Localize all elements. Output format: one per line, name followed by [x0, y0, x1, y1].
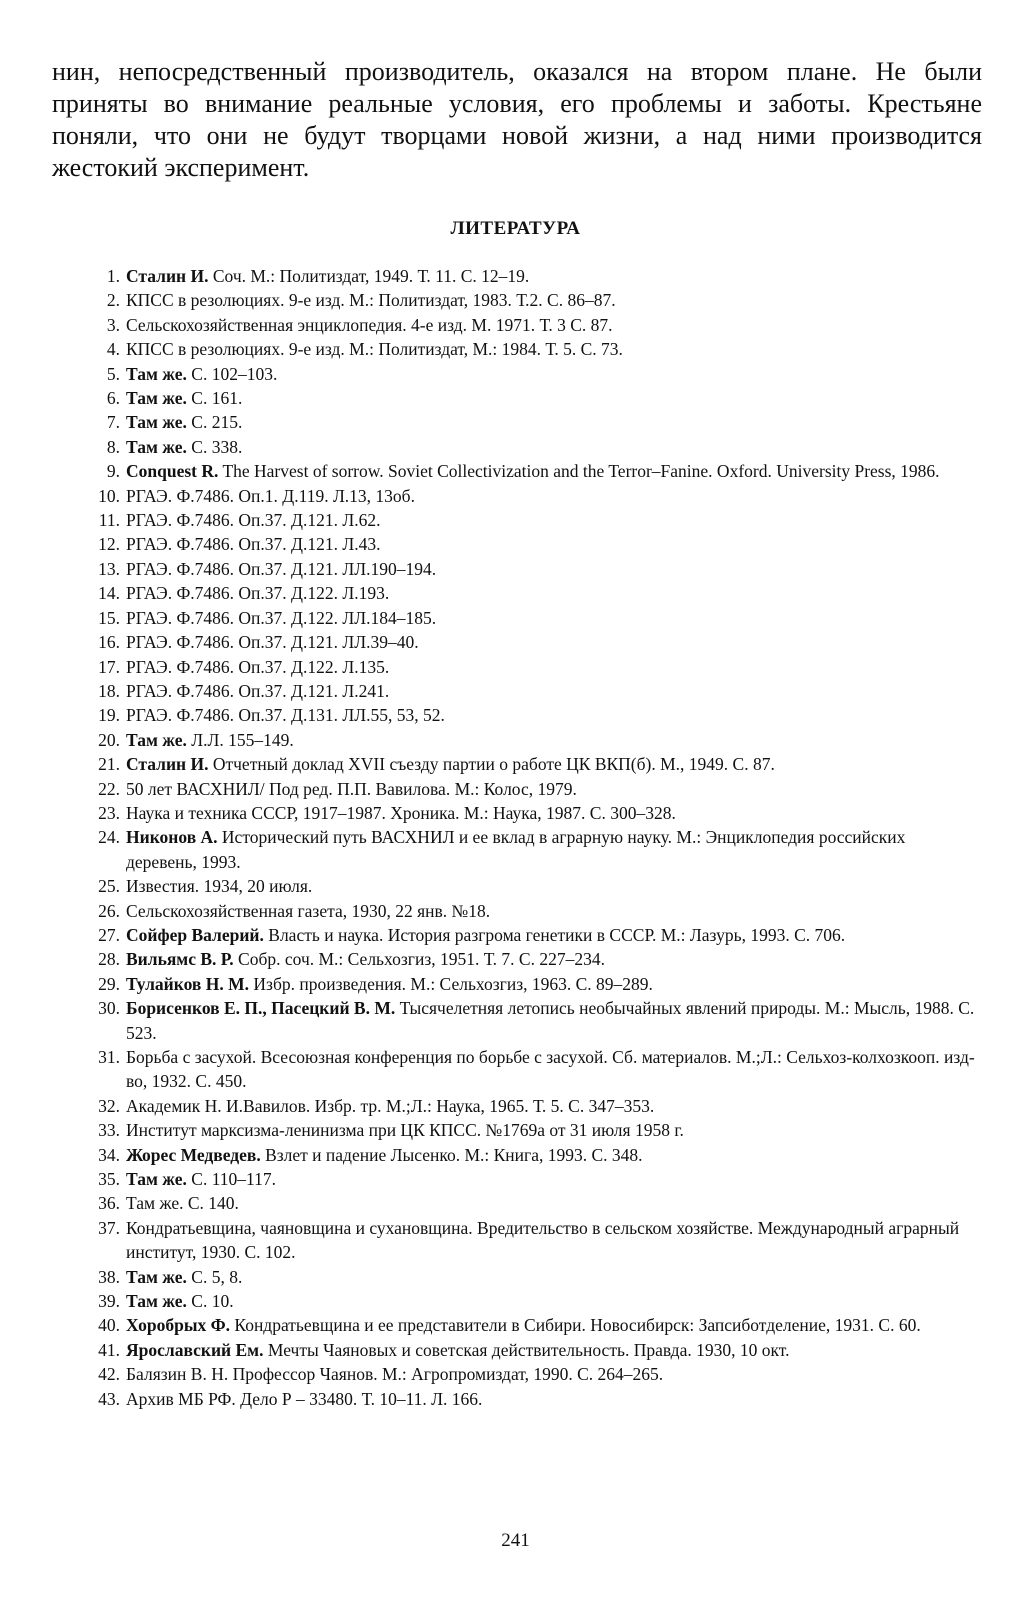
reference-details: Кондратьевщина, чаяновщина и сухановщина. Вредительство в сельском хозяйстве. Международный аграрный институт, 1930. С. 102.	[126, 1217, 960, 1263]
reference-item	[78, 1143, 978, 1167]
reference-details: РГАЭ. Ф.7486. Оп.37. Д.121. ЛЛ.190–194.	[126, 558, 437, 579]
reference-number: 37.	[98, 1217, 120, 1238]
reference-text	[126, 899, 978, 923]
reference-author: Никонов А.	[126, 827, 218, 848]
reference-text	[126, 288, 978, 312]
reference-author: Тулайков Н. М.	[126, 973, 250, 994]
reference-details: Сельскохозяйственная энциклопедия. 4-е изд. М. 1971. Т. 3 С. 87.	[126, 314, 613, 335]
reference-item	[78, 923, 978, 947]
reference-item	[78, 1118, 978, 1142]
reference-text	[126, 777, 978, 801]
reference-item	[78, 362, 978, 386]
reference-item	[78, 777, 978, 801]
reference-details: Л.Л. 155–149.	[186, 729, 294, 750]
reference-number: 30.	[98, 998, 120, 1019]
reference-text	[126, 606, 978, 630]
reference-details: Власть и наука. История разгрома генетики в СССР. М.: Лазурь, 1993. С. 706.	[263, 924, 846, 945]
reference-text	[126, 1094, 978, 1118]
reference-number: 21.	[98, 754, 120, 775]
reference-text	[126, 264, 978, 288]
reference-item	[78, 264, 978, 288]
reference-details: РГАЭ. Ф.7486. Оп.37. Д.122. ЛЛ.184–185.	[126, 607, 437, 628]
intro-line: приняты во внимание реальные условия, его проблемы и заботы. Крестьяне	[52, 89, 982, 118]
reference-number: 13.	[98, 558, 120, 579]
reference-item	[78, 1338, 978, 1362]
reference-item	[78, 655, 978, 679]
reference-text	[126, 703, 978, 727]
reference-details: Соч. М.: Политиздат, 1949. Т. 11. С. 12–19.	[208, 266, 530, 286]
reference-text	[126, 435, 978, 459]
reference-author: Сталин И.	[126, 266, 209, 286]
reference-item	[78, 606, 978, 630]
reference-number: 36.	[98, 1193, 120, 1214]
reference-author: Там же.	[126, 363, 187, 384]
reference-details: С. 161.	[186, 388, 243, 409]
reference-item	[78, 874, 978, 898]
reference-author: Ярославский Ем.	[126, 1339, 264, 1360]
page-number: 241	[501, 1530, 530, 1551]
reference-item	[78, 386, 978, 410]
reference-details: Там же. С. 140.	[126, 1193, 239, 1214]
reference-details: С. 338.	[186, 436, 243, 457]
intro-line: нин, непосредственный производитель, оказался на втором плане. Не были	[52, 57, 982, 86]
reference-details: Исторический путь ВАСХНИЛ и ее вклад в аграрную науку. М.: Энциклопедия российских деревень, 1993.	[126, 827, 906, 872]
reference-text	[126, 532, 978, 556]
reference-number: 40.	[98, 1315, 120, 1336]
reference-number: 4.	[106, 339, 120, 360]
reference-number: 12.	[98, 534, 120, 555]
reference-details: Собр. соч. М.: Сельхозгиз, 1951. Т. 7. С. 227–234.	[233, 949, 605, 970]
reference-text	[126, 1118, 978, 1142]
references-list	[78, 264, 978, 1411]
reference-text	[126, 679, 978, 703]
reference-number: 25.	[98, 876, 120, 897]
reference-author: Жорес Медведев.	[126, 1144, 261, 1165]
reference-text	[126, 1289, 978, 1313]
reference-number: 10.	[98, 485, 120, 506]
reference-details: 50 лет ВАСХНИЛ/ Под ред. П.П. Вавилова. М.: Колос, 1979.	[126, 778, 577, 799]
reference-details: РГАЭ. Ф.7486. Оп.37. Д.131. ЛЛ.55, 53, 52.	[126, 705, 445, 726]
reference-text	[126, 386, 978, 410]
reference-number: 5.	[106, 363, 120, 384]
reference-author: Там же.	[126, 1266, 187, 1287]
reference-text	[126, 313, 978, 337]
reference-author: Там же.	[126, 412, 187, 433]
reference-number: 43.	[98, 1388, 120, 1409]
reference-details: РГАЭ. Ф.7486. Оп.37. Д.121. ЛЛ.39–40.	[126, 632, 419, 653]
reference-number: 19.	[98, 705, 120, 726]
reference-number: 28.	[98, 949, 120, 970]
reference-item	[78, 1045, 978, 1094]
reference-details: Борьба с засухой. Всесоюзная конференция по борьбе с засухой. Сб. материалов. М.;Л.: Сельхоз-колхозкооп. изд-во, 1932. С. 450.	[126, 1047, 975, 1092]
reference-details: РГАЭ. Ф.7486. Оп.37. Д.121. Л.43.	[126, 534, 381, 555]
intro-line: жестокий эксперимент.	[52, 153, 310, 182]
reference-author: Там же.	[126, 1169, 187, 1190]
reference-number: 11.	[98, 510, 120, 531]
reference-number: 32.	[98, 1095, 120, 1116]
reference-item	[78, 1289, 978, 1313]
reference-details: Кондратьевщина и ее представители в Сибири. Новосибирск: Запсиботделение, 1931. С. 60.	[230, 1315, 921, 1336]
reference-item	[78, 728, 978, 752]
reference-item	[78, 972, 978, 996]
reference-text	[126, 484, 978, 508]
reference-number: 9.	[106, 461, 120, 482]
reference-item	[78, 825, 978, 874]
reference-details: С. 215.	[186, 412, 243, 433]
reference-text	[126, 801, 978, 825]
reference-text	[126, 508, 978, 532]
reference-details: Известия. 1934, 20 июля.	[126, 876, 313, 897]
reference-item	[78, 313, 978, 337]
reference-item	[78, 947, 978, 971]
reference-text	[126, 947, 978, 971]
reference-number: 18.	[98, 680, 120, 701]
reference-details: Избр. произведения. М.: Сельхозгиз, 1963. С. 89–289.	[249, 973, 653, 994]
reference-details: РГАЭ. Ф.7486. Оп.37. Д.122. Л.193.	[126, 583, 390, 604]
reference-details: Балязин В. Н. Профессор Чаянов. М.: Агропромиздат, 1990. С. 264–265.	[126, 1364, 664, 1385]
reference-details: Сельскохозяйственная газета, 1930, 22 янв. №18.	[126, 900, 491, 921]
reference-number: 23.	[98, 802, 120, 823]
reference-details: Академик Н. И.Вавилов. Избр. тр. М.;Л.: Наука, 1965. Т. 5. С. 347–353.	[126, 1095, 655, 1116]
reference-number: 27.	[98, 924, 120, 945]
reference-number: 8.	[106, 436, 120, 457]
reference-item	[78, 459, 978, 483]
intro-line: поняли, что они не будут творцами новой жизни, а над ними производится	[52, 121, 982, 150]
reference-details: Взлет и падение Лысенко. М.: Книга, 1993. С. 348.	[260, 1144, 643, 1165]
reference-number: 24.	[98, 827, 120, 848]
reference-text	[126, 1167, 978, 1191]
reference-text	[126, 1045, 978, 1094]
intro-paragraph	[52, 56, 982, 184]
reference-text	[126, 1265, 978, 1289]
reference-author: Conquest R.	[126, 461, 219, 482]
reference-text	[126, 410, 978, 434]
reference-item	[78, 1313, 978, 1337]
reference-number: 22.	[98, 778, 120, 799]
reference-author: Вильямс В. Р.	[126, 949, 234, 970]
reference-number: 35.	[98, 1169, 120, 1190]
reference-text	[126, 1338, 978, 1362]
reference-item	[78, 1265, 978, 1289]
reference-item	[78, 899, 978, 923]
reference-item	[78, 1387, 978, 1411]
reference-item	[78, 630, 978, 654]
reference-text	[126, 655, 978, 679]
reference-details: Отчетный доклад XVII съезду партии о работе ЦК ВКП(б). М., 1949. С. 87.	[208, 754, 775, 775]
reference-number: 38.	[98, 1266, 120, 1287]
reference-number: 1.	[106, 266, 120, 286]
reference-number: 41.	[98, 1339, 120, 1360]
reference-details: РГАЭ. Ф.7486. Оп.37. Д.122. Л.135.	[126, 656, 390, 677]
reference-text	[126, 728, 978, 752]
reference-text	[126, 630, 978, 654]
reference-details: С. 5, 8.	[186, 1266, 243, 1287]
reference-number: 2.	[106, 290, 120, 311]
reference-text	[126, 874, 978, 898]
reference-text	[126, 752, 978, 776]
reference-details: Мечты Чаяновых и советская действительность. Правда. 1930, 10 окт.	[263, 1339, 790, 1360]
reference-author: Сойфер Валерий.	[126, 924, 264, 945]
reference-details: Архив МБ РФ. Дело Р – 33480. Т. 10–11. Л. 166.	[126, 1388, 483, 1409]
reference-number: 20.	[98, 729, 120, 750]
reference-number: 29.	[98, 973, 120, 994]
reference-text	[126, 1387, 978, 1411]
reference-number: 39.	[98, 1291, 120, 1312]
reference-author: Сталин И.	[126, 754, 209, 775]
reference-details: С. 10.	[186, 1291, 234, 1312]
reference-details: С. 102–103.	[186, 363, 278, 384]
reference-number: 7.	[106, 412, 120, 433]
reference-item	[78, 996, 978, 1045]
reference-details: С. 110–117.	[186, 1169, 277, 1190]
reference-text	[126, 1313, 978, 1337]
reference-item	[78, 435, 978, 459]
reference-details: КПСС в резолюциях. 9-е изд. М.: Политиздат, 1983. Т.2. С. 86–87.	[126, 290, 616, 311]
reference-number: 26.	[98, 900, 120, 921]
reference-item	[78, 288, 978, 312]
reference-item	[78, 410, 978, 434]
reference-number: 42.	[98, 1364, 120, 1385]
reference-item	[78, 679, 978, 703]
reference-author: Хоробрых Ф.	[126, 1315, 231, 1336]
reference-details: РГАЭ. Ф.7486. Оп.37. Д.121. Л.241.	[126, 680, 390, 701]
reference-item	[78, 508, 978, 532]
reference-text	[126, 1362, 978, 1386]
reference-details: Тысячелетняя летопись необычайных явлений природы. М.: Мысль, 1988. С. 523.	[126, 998, 975, 1043]
reference-text	[126, 581, 978, 605]
reference-details: РГАЭ. Ф.7486. Оп.37. Д.121. Л.62.	[126, 510, 381, 531]
reference-text	[126, 825, 978, 874]
reference-number: 31.	[98, 1047, 120, 1067]
reference-number: 15.	[98, 607, 120, 628]
reference-number: 6.	[106, 388, 120, 409]
reference-author: Там же.	[126, 1291, 187, 1312]
reference-text	[126, 996, 978, 1045]
reference-text	[126, 1191, 978, 1215]
reference-item	[78, 532, 978, 556]
reference-item	[78, 1094, 978, 1118]
reference-item	[78, 703, 978, 727]
reference-item	[78, 581, 978, 605]
reference-number: 17.	[98, 656, 120, 677]
reference-item	[78, 1362, 978, 1386]
reference-text	[126, 972, 978, 996]
reference-author: Там же.	[126, 436, 187, 457]
reference-number: 3.	[106, 314, 120, 335]
reference-text	[126, 923, 978, 947]
reference-text	[126, 337, 978, 361]
reference-item	[78, 801, 978, 825]
reference-item	[78, 1216, 978, 1265]
reference-author: Борисенков Е. П., Пасецкий В. М.	[126, 998, 396, 1019]
reference-item	[78, 337, 978, 361]
reference-text	[126, 1143, 978, 1167]
reference-item	[78, 1191, 978, 1215]
reference-item	[78, 557, 978, 581]
reference-number: 14.	[98, 583, 120, 604]
reference-number: 16.	[98, 632, 120, 653]
reference-number: 33.	[98, 1120, 120, 1141]
reference-number: 34.	[98, 1144, 120, 1165]
references-heading: ЛИТЕРАТУРА	[450, 218, 581, 239]
reference-text	[126, 557, 978, 581]
reference-text	[126, 1216, 978, 1265]
reference-item	[78, 1167, 978, 1191]
reference-item	[78, 484, 978, 508]
reference-details: Институт марксизма-ленинизма при ЦК КПСС. №1769а от 31 июля 1958 г.	[126, 1120, 684, 1141]
reference-text	[126, 362, 978, 386]
reference-details: Наука и техника СССР, 1917–1987. Хроника. М.: Наука, 1987. С. 300–328.	[126, 802, 676, 823]
reference-author: Там же.	[126, 729, 187, 750]
reference-details: РГАЭ. Ф.7486. Оп.1. Д.119. Л.13, 13об.	[126, 485, 415, 506]
reference-details: The Harvest of sorrow. Soviet Collectivization and the Terror–Fanine. Oxford. University Press, 1986.	[218, 461, 940, 482]
reference-author: Там же.	[126, 388, 187, 409]
reference-text	[126, 459, 978, 483]
reference-item	[78, 752, 978, 776]
reference-details: КПСС в резолюциях. 9-е изд. М.: Политиздат, М.: 1984. Т. 5. С. 73.	[126, 339, 623, 360]
